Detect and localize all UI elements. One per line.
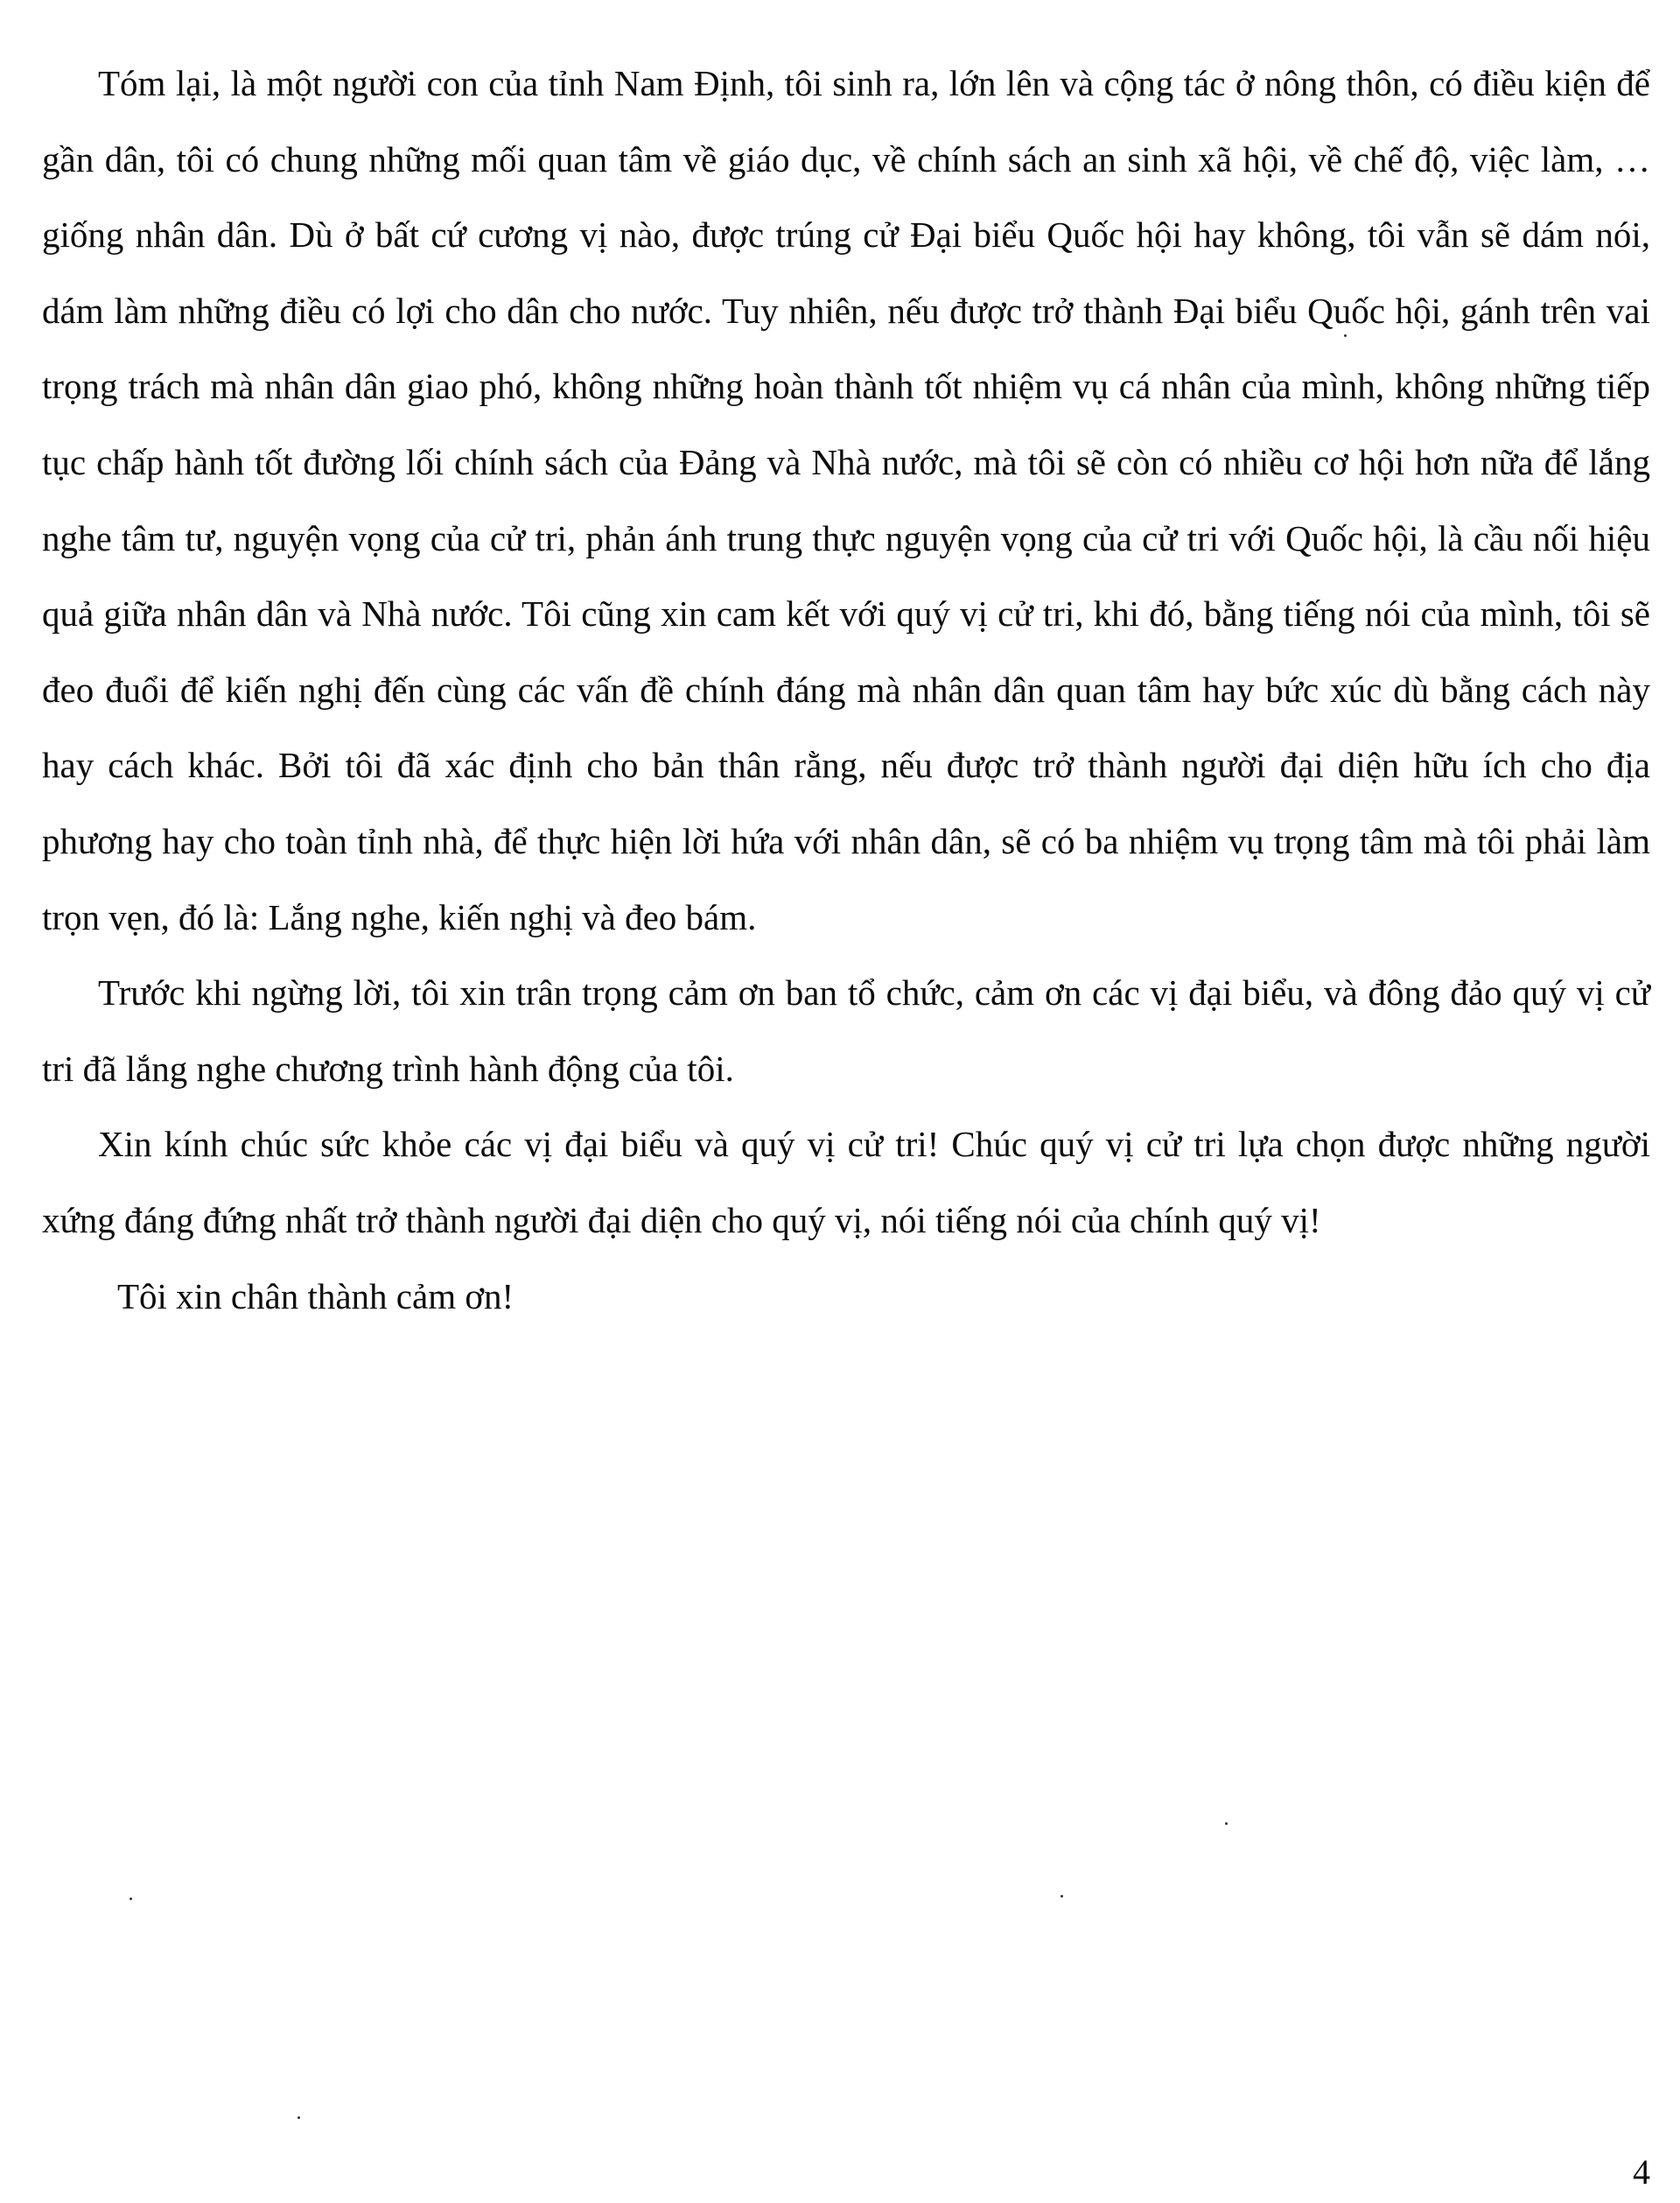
scan-speck <box>1225 1822 1228 1825</box>
scan-speck <box>130 1898 132 1900</box>
closing-line: Tôi xin chân thành cảm ơn! <box>117 1275 514 1316</box>
document-body <box>42 46 1650 1334</box>
scan-speck <box>1344 334 1347 337</box>
paragraph-summary: Tóm lại, là một người con của tỉnh Nam Định, tôi sinh ra, lớn lên và cộng tác ở nông thôn, có điều kiện để gần dân, tôi có chung những mối quan tâm về giáo dục, về chính sách an sinh xã hội, về chế độ, việc làm, … giống nhân dân. Dù ở bất cứ cương vị nào, được trúng cử Đại biểu Quốc hội hay không, tôi vẫn sẽ dám nói, dám làm những điều có lợi cho dân cho nước. Tuy nhiên, nếu được trở thành Đại biểu Quốc hội, gánh trên vai trọng trách mà nhân dân giao phó, không những hoàn thành tốt nhiệm vụ cá nhân của mình, không những tiếp tục chấp hành tốt đường lối chính sách của Đảng và Nhà nước, mà tôi sẽ còn có nhiều cơ hội hơn nữa để lắng nghe tâm tư, nguyện vọng của cử tri, phản ánh trung thực nguyện vọng của cử tri với Quốc hội, là cầu nối hiệu quả giữa nhân dân và Nhà nước. Tôi cũng xin cam kết với quý vị cử tri, khi đó, bằng tiếng nói của mình, tôi sẽ đeo đuổi để kiến nghị đến cùng các vấn đề chính đáng mà nhân dân quan tâm hay bức xúc dù bằng cách này hay cách khác. Bởi tôi đã xác định cho bản thân rằng, nếu được trở thành người đại diện hữu ích cho địa phương hay cho toàn tỉnh nhà, để thực hiện lời hứa với nhân dân, sẽ có ba nhiệm vụ trọng tâm mà tôi phải làm trọn vẹn, đó là: Lắng nghe, kiến nghị và đeo bám. <box>42 63 1650 937</box>
paragraph-thanks: Trước khi ngừng lời, tôi xin trân trọng cảm ơn ban tổ chức, cảm ơn các vị đại biểu, và đông đảo quý vị cử tri đã lắng nghe chương trình hành động của tôi. <box>42 972 1650 1089</box>
scan-speck <box>1060 1895 1063 1898</box>
page-number: 4 <box>1633 2152 1650 2192</box>
paragraph-wishes: Xin kính chúc sức khỏe các vị đại biểu và quý vị cử tri! Chúc quý vị cử tri lựa chọn được những người xứng đáng đứng nhất trở thành người đại diện cho quý vị, nói tiếng nói của chính quý vị! <box>42 1124 1650 1240</box>
scan-speck <box>298 2116 300 2119</box>
